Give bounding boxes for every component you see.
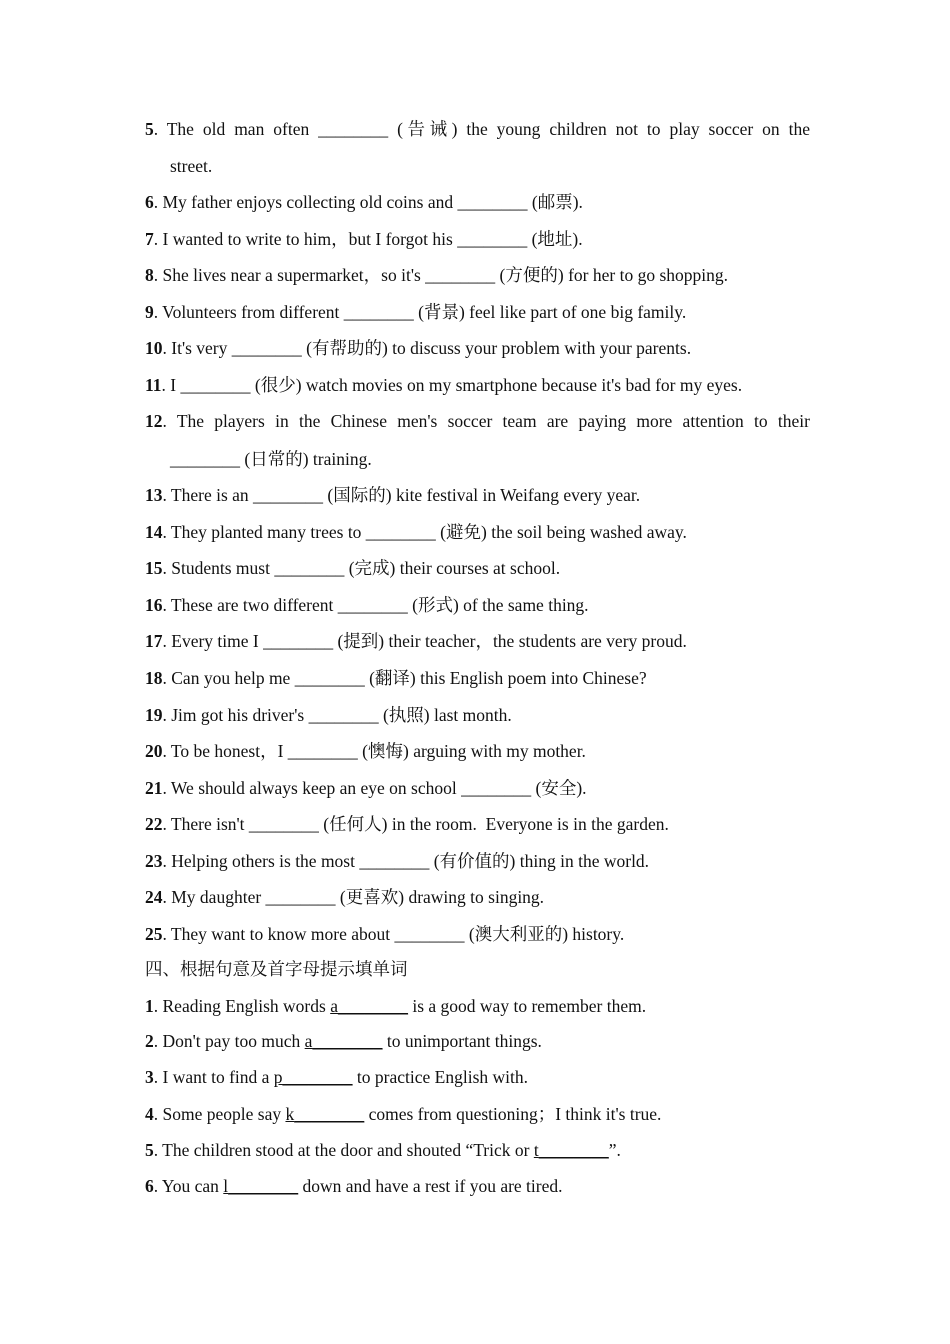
question-text: . She lives near a supermarket，so it's ________ (方便的) for her to go shopping. xyxy=(153,265,728,285)
question-text: . Jim got his driver's ________ (执照) last month. xyxy=(162,705,512,725)
question-text-end: to practice English with. xyxy=(352,1067,528,1087)
question-number: 20 xyxy=(145,741,163,761)
question-18 xyxy=(145,667,810,689)
question-number: 1 xyxy=(145,996,154,1016)
question-17 xyxy=(145,630,810,652)
question-number: 4 xyxy=(145,1104,154,1124)
question-text: . Students must ________ (完成) their courses at school. xyxy=(162,558,561,578)
hint-letter-blank xyxy=(285,1104,364,1124)
answer-blank: ________ xyxy=(312,1031,383,1051)
question-13 xyxy=(145,484,810,506)
question-number: 15 xyxy=(145,558,163,578)
question-text: . They planted many trees to ________ (避免) the soil being washed away. xyxy=(162,522,687,542)
question-text-end: down and have a rest if you are tired. xyxy=(298,1176,563,1196)
letter-question-2 xyxy=(145,1030,810,1052)
letter-question-3 xyxy=(145,1066,810,1088)
question-text: . You can xyxy=(153,1176,224,1196)
question-text: . My daughter ________ (更喜欢) drawing to singing. xyxy=(162,887,545,907)
question-text: . Reading English words xyxy=(153,996,331,1016)
question-number: 6 xyxy=(145,192,154,212)
question-number: 2 xyxy=(145,1031,154,1051)
hint-letter: k xyxy=(285,1104,295,1124)
question-text: . Can you help me ________ (翻译) this English poem into Chinese? xyxy=(162,668,647,688)
answer-blank: ________ xyxy=(538,1140,609,1160)
hint-letter-blank xyxy=(534,1140,609,1160)
question-number: 18 xyxy=(145,668,163,688)
question-text: . The children stood at the door and shouted “Trick or xyxy=(153,1140,534,1160)
question-21 xyxy=(145,777,810,799)
question-14 xyxy=(145,521,810,543)
question-7 xyxy=(145,228,810,250)
question-text: . I wanted to write to him，but I forgot his ________ (地址). xyxy=(153,229,583,249)
question-number: 22 xyxy=(145,814,163,834)
question-number: 14 xyxy=(145,522,163,542)
question-text: . To be honest，I ________ (懊悔) arguing with my mother. xyxy=(162,741,586,761)
question-number: 23 xyxy=(145,851,163,871)
question-number: 3 xyxy=(145,1067,154,1087)
question-text: . There isn't ________ (任何人) in the room. Everyone is in the garden. xyxy=(162,814,669,834)
question-10 xyxy=(145,337,810,359)
hint-letter: a xyxy=(304,1031,313,1051)
hint-letter: p xyxy=(273,1067,283,1087)
question-text: . We should always keep an eye on school ________ (安全). xyxy=(162,778,587,798)
question-number: 21 xyxy=(145,778,163,798)
hint-letter: t xyxy=(533,1140,539,1160)
question-number: 8 xyxy=(145,265,154,285)
letter-question-4 xyxy=(145,1103,810,1125)
answer-blank: ________ xyxy=(337,996,408,1016)
question-8 xyxy=(145,264,810,286)
question-number: 5 xyxy=(145,119,154,139)
letter-question-6 xyxy=(145,1175,810,1197)
question-number: 12 xyxy=(145,411,163,431)
question-text: . Don't pay too much xyxy=(153,1031,305,1051)
question-number: 16 xyxy=(145,595,163,615)
question-6 xyxy=(145,191,810,213)
question-text: . Helping others is the most ________ (有价值的) thing in the world. xyxy=(162,851,650,871)
question-9 xyxy=(145,301,810,323)
question-12-continuation: ________ (日常的) training. xyxy=(170,449,372,469)
question-text: . There is an ________ (国际的) kite festival in Weifang every year. xyxy=(162,485,641,505)
question-text: . The old man often ________ (告诫) the young children not to play soccer on the xyxy=(153,119,810,139)
question-number: 13 xyxy=(145,485,163,505)
question-24 xyxy=(145,886,810,908)
question-text-end: is a good way to remember them. xyxy=(407,996,647,1016)
question-5-continuation: street. xyxy=(170,156,213,176)
question-number: 10 xyxy=(145,338,163,358)
question-5 xyxy=(145,118,810,140)
hint-letter-blank xyxy=(305,1031,383,1051)
section-heading: 四、根据句意及首字母提示填单词 xyxy=(145,960,408,980)
question-text: . They want to know more about ________ (澳大利亚的) history. xyxy=(162,924,625,944)
letter-question-5 xyxy=(145,1139,810,1161)
question-number: 6 xyxy=(145,1176,154,1196)
question-22 xyxy=(145,813,810,835)
question-text: . My father enjoys collecting old coins and ________ (邮票). xyxy=(153,192,583,212)
hint-letter: l xyxy=(223,1176,229,1196)
question-19 xyxy=(145,704,810,726)
question-text: . I want to find a xyxy=(153,1067,274,1087)
question-number: 25 xyxy=(145,924,163,944)
question-20 xyxy=(145,740,810,762)
hint-letter-blank xyxy=(274,1067,353,1087)
question-12 xyxy=(145,410,810,432)
question-23 xyxy=(145,850,810,872)
question-text: . Every time I ________ (提到) their teacher，the students are very proud. xyxy=(162,631,687,651)
question-text: . Some people say xyxy=(153,1104,286,1124)
answer-blank: ________ xyxy=(228,1176,299,1196)
question-text-end: comes from questioning；I think it's true. xyxy=(364,1104,662,1124)
question-25 xyxy=(145,923,810,945)
question-number: 9 xyxy=(145,302,154,322)
question-number: 17 xyxy=(145,631,163,651)
question-text: . These are two different ________ (形式) of the same thing. xyxy=(162,595,589,615)
question-number: 7 xyxy=(145,229,154,249)
question-text-end: to unimportant things. xyxy=(382,1031,542,1051)
question-15 xyxy=(145,557,810,579)
question-11 xyxy=(145,374,810,396)
answer-blank: ________ xyxy=(294,1104,365,1124)
hint-letter-blank xyxy=(330,996,408,1016)
question-text: . I ________ (很少) watch movies on my smartphone because it's bad for my eyes. xyxy=(161,375,743,395)
question-number: 19 xyxy=(145,705,163,725)
question-number: 11 xyxy=(145,375,162,395)
question-text: . Volunteers from different ________ (背景) feel like part of one big family. xyxy=(153,302,687,322)
answer-blank: ________ xyxy=(282,1067,353,1087)
question-text: . It's very ________ (有帮助的) to discuss your problem with your parents. xyxy=(162,338,692,358)
question-text: . The players in the Chinese men's soccer team are paying more attention to their xyxy=(162,411,810,431)
hint-letter: a xyxy=(330,996,338,1016)
question-text-end: ”. xyxy=(608,1140,621,1160)
question-number: 24 xyxy=(145,887,163,907)
hint-letter-blank xyxy=(223,1176,298,1196)
question-number: 5 xyxy=(145,1140,154,1160)
question-16 xyxy=(145,594,810,616)
letter-question-1 xyxy=(145,995,810,1017)
